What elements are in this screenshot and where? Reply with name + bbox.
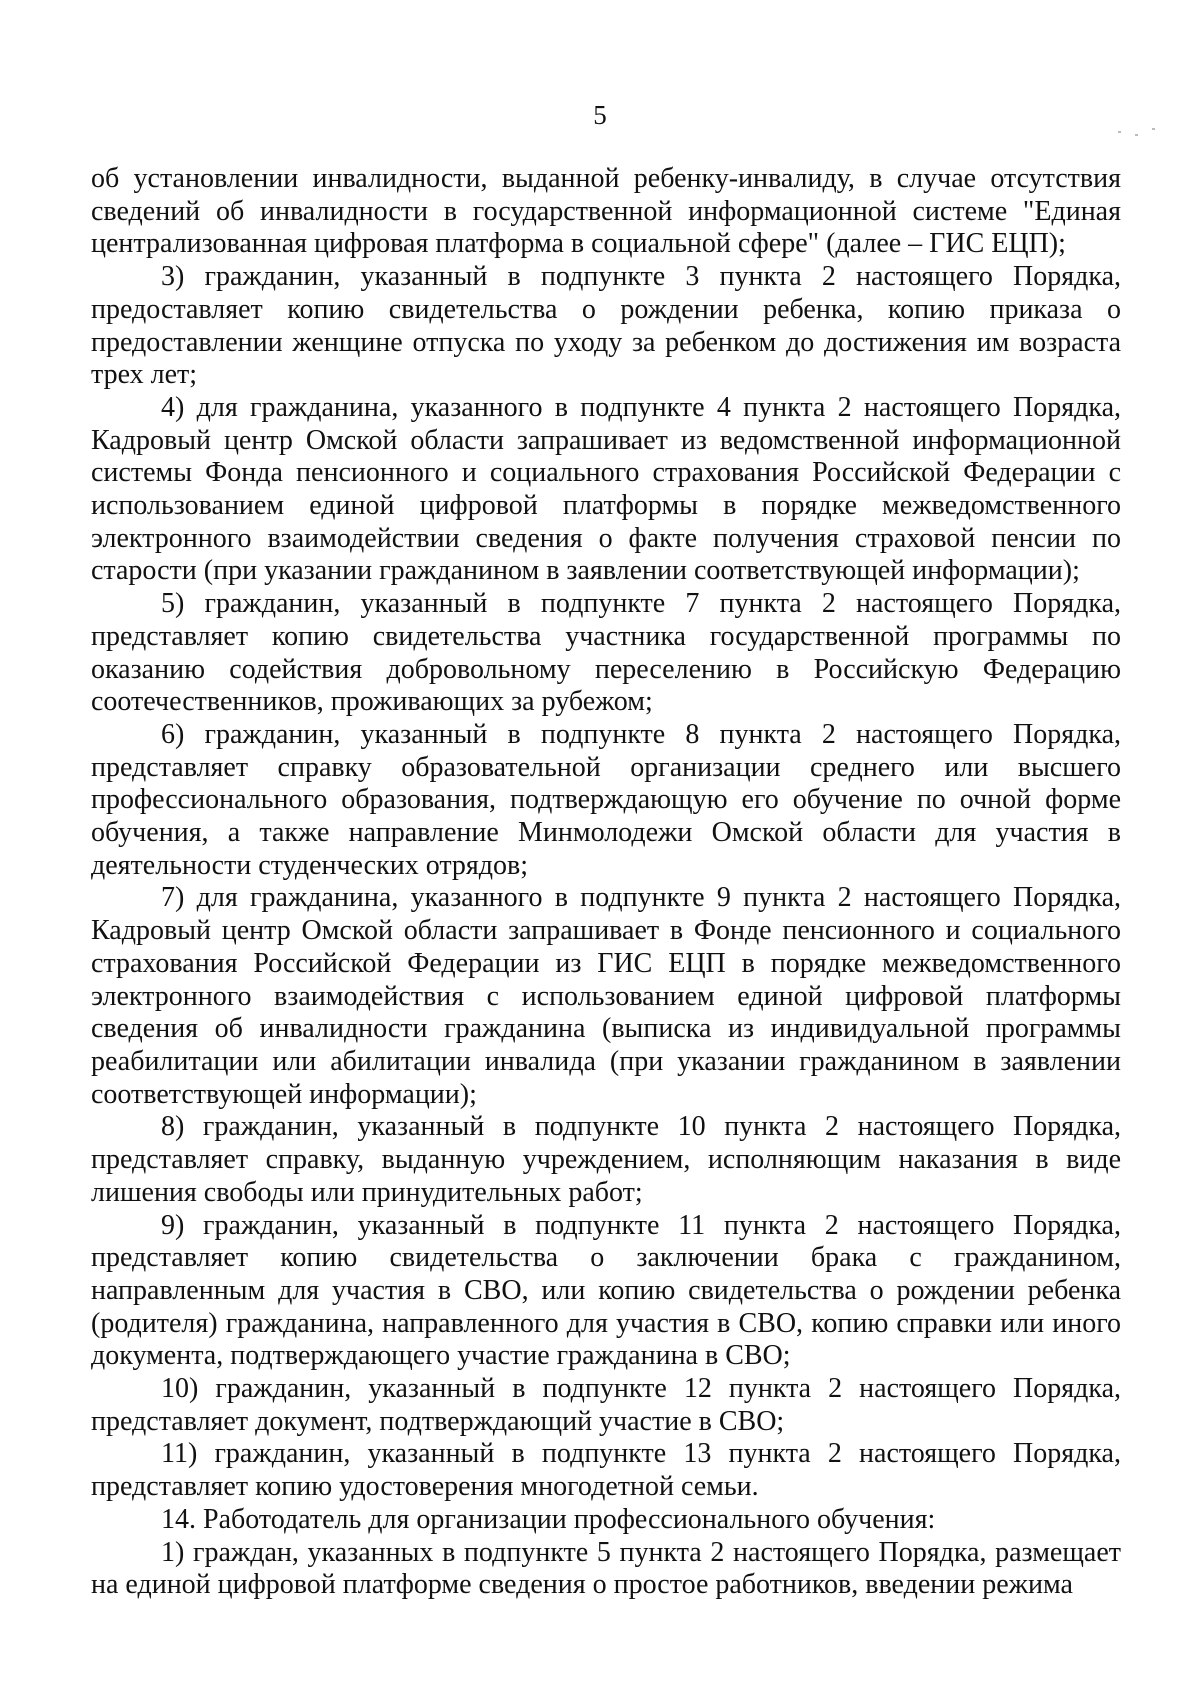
paragraph-item-10: 10) гражданин, указанный в подпункте 12 пункта 2 настоящего Порядка, представляет документ, подтверждающий участие в СВО; <box>91 1373 1121 1437</box>
paragraph-section-14-item-1: 1) граждан, указанных в подпункте 5 пункта 2 настоящего Порядка, размещает на единой цифровой платформе сведения о простое работников, введении режима <box>91 1536 1121 1601</box>
scan-artifact <box>1135 134 1138 136</box>
paragraph-item-9: 9) гражданин, указанный в подпункте 11 пункта 2 настоящего Порядка, представляет копию свидетельства о заключении брака с гражданином, направленным для участия в СВО, или копию свидетельства о рождении ребенка (родителя) гражданина, направленного для участия в СВО, копию справки или иного документа, подтверждающего участие гражданина в СВО; <box>91 1209 1121 1372</box>
document-body <box>91 163 1121 1602</box>
paragraph-continuation: об установлении инвалидности, выданной ребенку-инвалиду, в случае отсутствия сведений об инвалидности в государственной информационной системе "Единая централизованная цифровая платформа в социальной сфере" (далее – ГИС ЕЦП); <box>91 163 1121 260</box>
paragraph-item-6: 6) гражданин, указанный в подпункте 8 пункта 2 настоящего Порядка, представляет справку образовательной организации среднего или высшего профессионального образования, подтверждающую его обучение по очной форме обучения, а также направление Минмолодежи Омской области для участия в деятельности студенческих отрядов; <box>91 718 1121 881</box>
paragraph-item-8: 8) гражданин, указанный в подпункте 10 пункта 2 настоящего Порядка, представляет справку, выданную учреждением, исполняющим наказания в виде лишения свободы или принудительных работ; <box>91 1111 1121 1208</box>
paragraph-item-4: 4) для гражданина, указанного в подпункте 4 пункта 2 настоящего Порядка, Кадровый центр Омской области запрашивает из ведомственной информационной системы Фонда пенсионного и социального страхования Российской Федерации с использованием единой цифровой платформы в порядке межведомственного электронного взаимодействии сведения о факте получения страховой пенсии по старости (при указании гражданином в заявлении соответствующей информации); <box>91 391 1121 587</box>
paragraph-item-11: 11) гражданин, указанный в подпункте 13 пункта 2 настоящего Порядка, представляет копию удостоверения многодетной семьи. <box>91 1438 1121 1503</box>
scan-artifact <box>1118 131 1121 133</box>
paragraph-item-5: 5) гражданин, указанный в подпункте 7 пункта 2 настоящего Порядка, представляет копию свидетельства участника государственной программы по оказанию содействия добровольному переселению в Российскую Федерацию соотечественников, проживающих за рубежом; <box>91 588 1121 718</box>
paragraph-item-3: 3) гражданин, указанный в подпункте 3 пункта 2 настоящего Порядка, предоставляет копию свидетельства о рождении ребенка, копию приказа о предоставлении женщине отпуска по уходу за ребенком до достижения им возраста трех лет; <box>91 261 1121 391</box>
scan-artifact <box>1152 128 1155 130</box>
paragraph-section-14: 14. Работодатель для организации профессионального обучения: <box>161 1503 936 1535</box>
paragraph-item-7: 7) для гражданина, указанного в подпункте 9 пункта 2 настоящего Порядка, Кадровый центр Омской области запрашивает в Фонде пенсионного и социального страхования Российской Федерации из ГИС ЕЦП в порядке межведомственного электронного взаимодействия с использованием единой цифровой платформы сведения об инвалидности гражданина (выписка из индивидуальной программы реабилитации или абилитации инвалида (при указании гражданином в заявлении соответствующей информации); <box>91 882 1121 1110</box>
page-number: 5 <box>593 100 607 130</box>
